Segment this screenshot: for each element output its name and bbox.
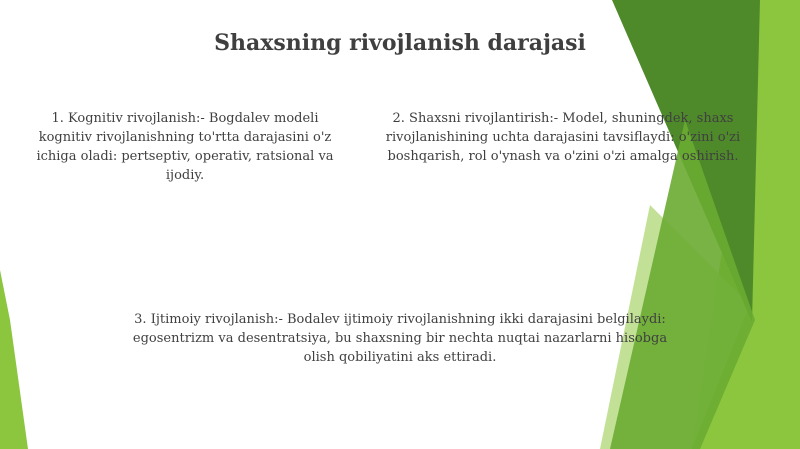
deco-bottom-left-shard xyxy=(0,270,28,449)
slide-title: Shaxsning rivojlanish darajasi xyxy=(214,30,586,56)
text-block-social-development: 3. Ijtimoiy rivojlanish:- Bodalev ijtimoiy rivojlanishning ikki darajasini belgilaydi: egosentrizm va desentratsiya, bu shaxsning bir nechta nuqtai nazarlarni hisobga olish qobiliyatini aks ettiradi. xyxy=(132,312,668,365)
text-block-cognitive-development: 1. Kognitiv rivojlanish:- Bogdalev modeli kognitiv rivojlanishning to'rtta darajasini o'z ichiga oladi: pertseptiv, operativ, ratsional va ijodiy. xyxy=(36,111,334,183)
text-block-personality-development: 2. Shaxsni rivojlantirish:- Model, shuningdek, shaxs rivojlanishining uchta darajasini tavsiflaydi: o'zini o'zi boshqarish, rol o'ynash va o'zini o'zi amalga oshirish. xyxy=(385,111,741,164)
